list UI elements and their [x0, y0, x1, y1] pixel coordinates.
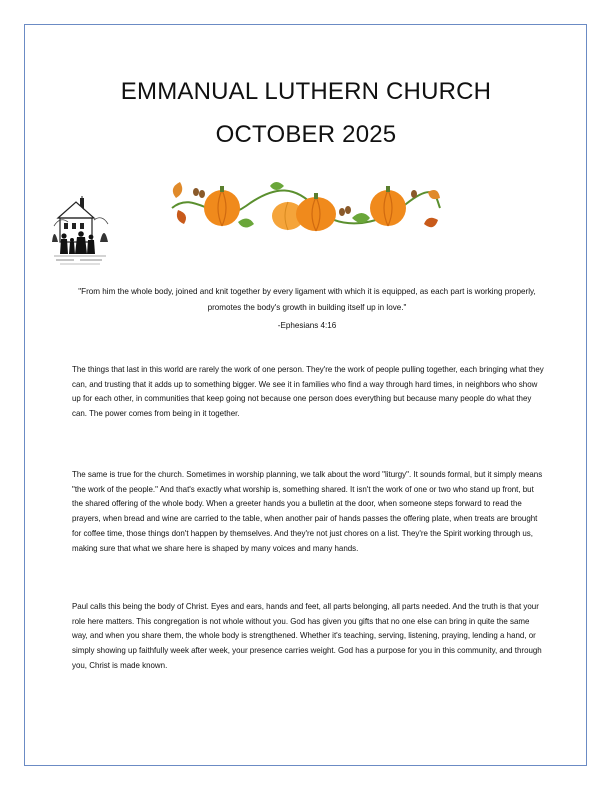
body-paragraph-3: Paul calls this being the body of Christ. Eyes and ears, hands and feet, all parts belonging, all parts needed. And the truth is that your role here matters. This congregation is not whole without you. God has given you gifts that no one else can bring in quite the same way, and when you share them, the whole body is strengthened. Whether it's teaching, serving, listening, praying, lending a hand, or simply showing up faithfully week after week, your presence carries weight. God has a purpose for you in this community, and through you, Christ is made known. [72, 602, 542, 670]
newsletter-month-heading: OCTOBER 2025 [215, 121, 397, 148]
scripture-reference: -Ephesians 4:16 [277, 321, 337, 330]
scripture-verse: "From him the whole body, joined and knit together by every ligament with which it is equipped, as each part is working properly, promotes the body's growth in building itself up in love." [78, 287, 536, 312]
church-family-logo [50, 196, 112, 268]
pumpkin-autumn-banner [166, 178, 444, 236]
body-paragraph-2: The same is true for the church. Sometimes in worship planning, we talk about the word "liturgy". It sounds formal, but it simply means "the work of the people." And that's exactly what worship is, something shared. It isn't the work of one or two who stand up front, but the shared offering of the whole body. When a greeter hands you a bulletin at the door, when someone steps forward to read the prayers, when bread and wine are carried to the table, when another pair of hands passes the offering plate, when treats are brought for coffee time, those things don't happen by themselves. And they're not just chores on a list. They're the Spirit working through us, making sure that what we share here is shaped by many voices and many hands. [72, 470, 543, 553]
body-paragraph-1: The things that last in this world are rarely the work of one person. They're the work of people pulling together, each bringing what they can, and trusting that it adds up to something bigger. We see it in families who find a way through hard times, in neighbors who show up for each other, in communities that keep going not because one person does everything but because many people do what they can. The power comes from being in it together. [72, 365, 544, 419]
church-name-heading: EMMANUAL LUTHERN CHURCH [120, 78, 492, 105]
